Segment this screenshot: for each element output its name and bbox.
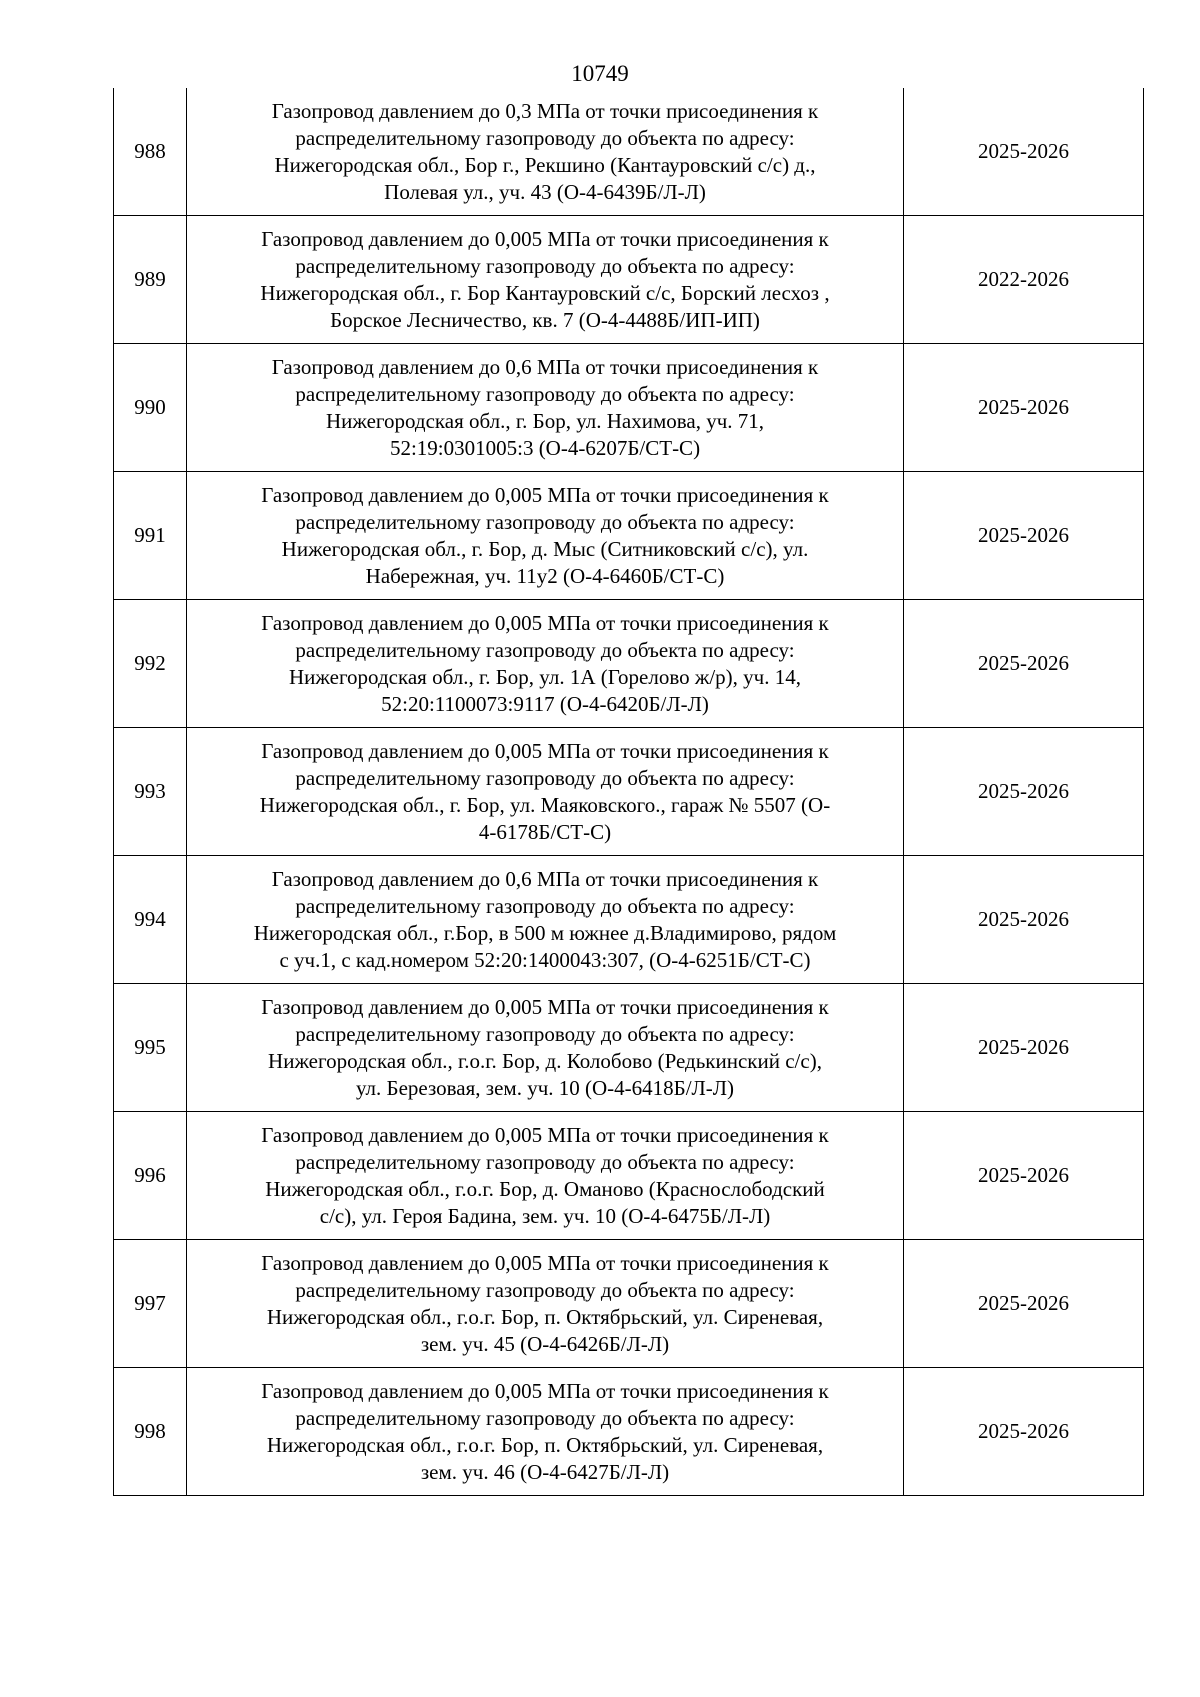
description-line: Газопровод давлением до 0,005 МПа от точки присоединения к bbox=[261, 226, 829, 251]
row-description bbox=[187, 1368, 904, 1496]
table-row bbox=[114, 984, 1144, 1112]
row-number: 992 bbox=[114, 600, 187, 728]
row-period: 2022-2026 bbox=[904, 216, 1144, 344]
row-description bbox=[187, 216, 904, 344]
row-number: 989 bbox=[114, 216, 187, 344]
row-period: 2025-2026 bbox=[904, 1368, 1144, 1496]
description-line: распределительному газопроводу до объекта по адресу: bbox=[295, 765, 795, 790]
table-row bbox=[114, 472, 1144, 600]
description-line: распределительному газопроводу до объекта по адресу: bbox=[295, 637, 795, 662]
description-line: Газопровод давлением до 0,005 МПа от точки присоединения к bbox=[261, 482, 829, 507]
description-line: с/с), ул. Героя Бадина, зем. уч. 10 (О-4-6475Б/Л-Л) bbox=[319, 1203, 771, 1228]
table-row bbox=[114, 1240, 1144, 1368]
description-line: распределительному газопроводу до объекта по адресу: bbox=[295, 1149, 795, 1174]
table-row bbox=[114, 344, 1144, 472]
row-period: 2025-2026 bbox=[904, 856, 1144, 984]
description-line: Нижегородская обл., Бор г., Рекшино (Кантауровский с/с) д., bbox=[274, 152, 816, 177]
description-line: Полевая ул., уч. 43 (О-4-6439Б/Л-Л) bbox=[384, 179, 706, 204]
row-description bbox=[187, 728, 904, 856]
row-number: 996 bbox=[114, 1112, 187, 1240]
row-number: 997 bbox=[114, 1240, 187, 1368]
description-line: Нижегородская обл., г. Бор, д. Мыс (Ситниковский с/с), ул. bbox=[281, 536, 809, 561]
table-row bbox=[114, 88, 1144, 216]
row-description bbox=[187, 344, 904, 472]
table-row bbox=[114, 1112, 1144, 1240]
row-number: 995 bbox=[114, 984, 187, 1112]
row-number: 994 bbox=[114, 856, 187, 984]
table-row bbox=[114, 856, 1144, 984]
description-line: зем. уч. 45 (О-4-6426Б/Л-Л) bbox=[420, 1331, 670, 1356]
row-description bbox=[187, 1240, 904, 1368]
row-period: 2025-2026 bbox=[904, 1240, 1144, 1368]
description-line: Борское Лесничество, кв. 7 (О-4-4488Б/ИП-ИП) bbox=[330, 307, 760, 332]
description-line: распределительному газопроводу до объекта по адресу: bbox=[295, 893, 795, 918]
row-period: 2025-2026 bbox=[904, 984, 1144, 1112]
description-line: Нижегородская обл., г. Бор Кантауровский с/с, Борский лесхоз , bbox=[260, 280, 830, 305]
row-description bbox=[187, 600, 904, 728]
description-line: Газопровод давлением до 0,6 МПа от точки присоединения к bbox=[271, 866, 819, 891]
description-line: Газопровод давлением до 0,005 МПа от точки присоединения к bbox=[261, 738, 829, 763]
row-number: 988 bbox=[114, 88, 187, 216]
description-line: Газопровод давлением до 0,005 МПа от точки присоединения к bbox=[261, 1122, 829, 1147]
row-description bbox=[187, 984, 904, 1112]
description-line: распределительному газопроводу до объекта по адресу: bbox=[295, 1405, 795, 1430]
description-line: Газопровод давлением до 0,005 МПа от точки присоединения к bbox=[261, 610, 829, 635]
description-line: ул. Березовая, зем. уч. 10 (О-4-6418Б/Л-Л) bbox=[355, 1075, 735, 1100]
table-row bbox=[114, 728, 1144, 856]
row-description bbox=[187, 1112, 904, 1240]
description-line: Нижегородская обл., г. Бор, ул. 1А (Горелово ж/р), уч. 14, bbox=[289, 664, 801, 689]
table-row bbox=[114, 216, 1144, 344]
description-line: Нижегородская обл., г.Бор, в 500 м южнее д.Владимирово, рядом bbox=[253, 920, 837, 945]
description-line: зем. уч. 46 (О-4-6427Б/Л-Л) bbox=[420, 1459, 670, 1484]
table-body bbox=[114, 88, 1144, 1496]
description-line: распределительному газопроводу до объекта по адресу: bbox=[295, 381, 795, 406]
description-line: Нижегородская обл., г.о.г. Бор, д. Колобово (Редькинский с/с), bbox=[268, 1048, 822, 1073]
row-period: 2025-2026 bbox=[904, 1112, 1144, 1240]
row-number: 998 bbox=[114, 1368, 187, 1496]
description-line: 52:20:1100073:9117 (О-4-6420Б/Л-Л) bbox=[381, 691, 709, 716]
description-line: распределительному газопроводу до объекта по адресу: bbox=[295, 253, 795, 278]
description-line: 52:19:0301005:3 (О-4-6207Б/СТ-С) bbox=[389, 435, 701, 460]
description-line: Газопровод давлением до 0,005 МПа от точки присоединения к bbox=[261, 1378, 829, 1403]
table-row bbox=[114, 1368, 1144, 1496]
row-number: 990 bbox=[114, 344, 187, 472]
description-line: Газопровод давлением до 0,6 МПа от точки присоединения к bbox=[271, 354, 819, 379]
description-line: распределительному газопроводу до объекта по адресу: bbox=[295, 1021, 795, 1046]
row-period: 2025-2026 bbox=[904, 472, 1144, 600]
row-description bbox=[187, 88, 904, 216]
row-description bbox=[187, 856, 904, 984]
description-line: Нижегородская обл., г. Бор, ул. Маяковского., гараж № 5507 (О- bbox=[259, 792, 831, 817]
description-line: Нижегородская обл., г. Бор, ул. Нахимова, уч. 71, bbox=[325, 408, 765, 433]
row-number: 991 bbox=[114, 472, 187, 600]
row-period: 2025-2026 bbox=[904, 600, 1144, 728]
page-number: 10749 bbox=[571, 61, 629, 86]
row-period: 2025-2026 bbox=[904, 88, 1144, 216]
description-line: распределительному газопроводу до объекта по адресу: bbox=[295, 1277, 795, 1302]
row-number: 993 bbox=[114, 728, 187, 856]
description-line: Газопровод давлением до 0,005 МПа от точки присоединения к bbox=[261, 1250, 829, 1275]
description-line: Газопровод давлением до 0,005 МПа от точки присоединения к bbox=[261, 994, 829, 1019]
description-line: распределительному газопроводу до объекта по адресу: bbox=[295, 509, 795, 534]
description-line: Нижегородская обл., г.о.г. Бор, д. Оманово (Краснослободский bbox=[265, 1176, 825, 1201]
description-line: Газопровод давлением до 0,3 МПа от точки присоединения к bbox=[271, 98, 819, 123]
row-description bbox=[187, 472, 904, 600]
description-line: Нижегородская обл., г.о.г. Бор, п. Октябрьский, ул. Сиреневая, bbox=[266, 1304, 824, 1329]
row-period: 2025-2026 bbox=[904, 344, 1144, 472]
description-line: Набережная, уч. 11у2 (О-4-6460Б/СТ-С) bbox=[365, 563, 725, 588]
description-line: с уч.1, с кад.номером 52:20:1400043:307, (О-4-6251Б/СТ-С) bbox=[279, 947, 811, 972]
table-row bbox=[114, 600, 1144, 728]
row-period: 2025-2026 bbox=[904, 728, 1144, 856]
description-line: 4-6178Б/СТ-С) bbox=[478, 819, 612, 844]
description-line: Нижегородская обл., г.о.г. Бор, п. Октябрьский, ул. Сиреневая, bbox=[266, 1432, 824, 1457]
gas-pipeline-table bbox=[113, 88, 1144, 1496]
description-line: распределительному газопроводу до объекта по адресу: bbox=[295, 125, 795, 150]
